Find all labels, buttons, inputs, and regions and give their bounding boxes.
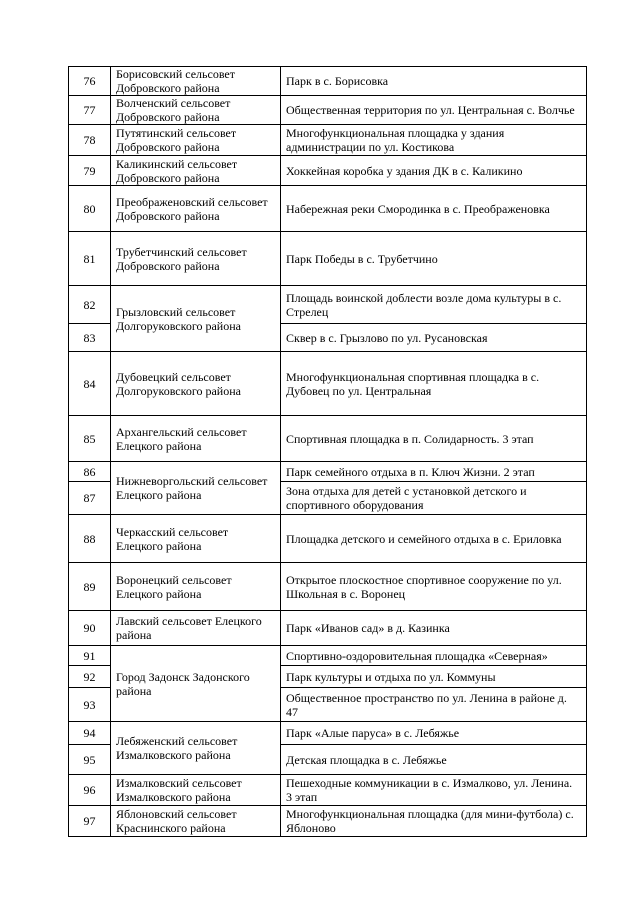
row-number: 90 bbox=[69, 611, 111, 646]
settlement-name: Преображеновский сельсовет Добровского района bbox=[111, 186, 281, 232]
row-number: 80 bbox=[69, 186, 111, 232]
row-number: 92 bbox=[69, 666, 111, 688]
object-name: Детская площадка в с. Лебяжье bbox=[281, 745, 587, 775]
settlement-name: Трубетчинский сельсовет Добровского района bbox=[111, 232, 281, 286]
object-name: Площадь воинской доблести возле дома культуры в с. Стрелец bbox=[281, 286, 587, 324]
settlement-name: Дубовецкий сельсовет Долгоруковского района bbox=[111, 352, 281, 416]
row-number: 81 bbox=[69, 232, 111, 286]
settlement-name: Измалковский сельсовет Измалковского района bbox=[111, 775, 281, 806]
settlement-name: Город Задонск Задонского района bbox=[111, 646, 281, 722]
row-number: 83 bbox=[69, 324, 111, 352]
table-row bbox=[69, 806, 587, 837]
object-name: Спортивная площадка в п. Солидарность. 3 этап bbox=[281, 416, 587, 462]
row-number: 77 bbox=[69, 96, 111, 125]
settlement-name: Воронецкий сельсовет Елецкого района bbox=[111, 563, 281, 611]
object-name: Многофункциональная спортивная площадка в с. Дубовец по ул. Центральная bbox=[281, 352, 587, 416]
row-number: 84 bbox=[69, 352, 111, 416]
row-number: 94 bbox=[69, 722, 111, 745]
table-row bbox=[69, 611, 587, 646]
object-name: Открытое плоскостное спортивное сооружение по ул. Школьная в с. Воронец bbox=[281, 563, 587, 611]
table-row bbox=[69, 156, 587, 186]
table-row bbox=[69, 416, 587, 462]
objects-table bbox=[68, 66, 587, 837]
table-row bbox=[69, 646, 587, 666]
table-row bbox=[69, 96, 587, 125]
row-number: 93 bbox=[69, 688, 111, 722]
object-name: Спортивно-оздоровительная площадка «Северная» bbox=[281, 646, 587, 666]
settlement-name: Путятинский сельсовет Добровского района bbox=[111, 125, 281, 156]
table-row bbox=[69, 563, 587, 611]
table-row bbox=[69, 515, 587, 563]
settlement-name: Нижневоргольский сельсовет Елецкого района bbox=[111, 462, 281, 515]
object-name: Парк «Иванов сад» в д. Казинка bbox=[281, 611, 587, 646]
table-row bbox=[69, 462, 587, 482]
object-name: Общественное пространство по ул. Ленина в районе д. 47 bbox=[281, 688, 587, 722]
table-row bbox=[69, 775, 587, 806]
object-name: Парк Победы в с. Трубетчино bbox=[281, 232, 587, 286]
settlement-name: Архангельский сельсовет Елецкого района bbox=[111, 416, 281, 462]
object-name: Парк в с. Борисовка bbox=[281, 67, 587, 96]
object-name: Пешеходные коммуникации в с. Измалково, ул. Ленина. 3 этап bbox=[281, 775, 587, 806]
row-number: 79 bbox=[69, 156, 111, 186]
object-name: Общественная территория по ул. Центральная с. Волчье bbox=[281, 96, 587, 125]
row-number: 89 bbox=[69, 563, 111, 611]
row-number: 87 bbox=[69, 482, 111, 515]
table-row bbox=[69, 722, 587, 745]
settlement-name: Борисовский сельсовет Добровского района bbox=[111, 67, 281, 96]
table-row bbox=[69, 67, 587, 96]
settlement-name: Лавский сельсовет Елецкого района bbox=[111, 611, 281, 646]
table-row bbox=[69, 232, 587, 286]
row-number: 76 bbox=[69, 67, 111, 96]
settlement-name: Волченский сельсовет Добровского района bbox=[111, 96, 281, 125]
settlement-name: Лебяженский сельсовет Измалковского района bbox=[111, 722, 281, 775]
row-number: 88 bbox=[69, 515, 111, 563]
table-row bbox=[69, 125, 587, 156]
table-row bbox=[69, 186, 587, 232]
settlement-name: Грызловский сельсовет Долгоруковского района bbox=[111, 286, 281, 352]
row-number: 86 bbox=[69, 462, 111, 482]
row-number: 78 bbox=[69, 125, 111, 156]
settlement-name: Каликинский сельсовет Добровского района bbox=[111, 156, 281, 186]
object-name: Зона отдыха для детей с установкой детского и спортивного оборудования bbox=[281, 482, 587, 515]
object-name: Хоккейная коробка у здания ДК в с. Каликино bbox=[281, 156, 587, 186]
object-name: Сквер в с. Грызлово по ул. Русановская bbox=[281, 324, 587, 352]
table-row bbox=[69, 352, 587, 416]
row-number: 85 bbox=[69, 416, 111, 462]
object-name: Многофункциональная площадка у здания администрации по ул. Костикова bbox=[281, 125, 587, 156]
row-number: 96 bbox=[69, 775, 111, 806]
settlement-name: Яблоновский сельсовет Краснинского района bbox=[111, 806, 281, 837]
table-row bbox=[69, 286, 587, 324]
object-name: Парк семейного отдыха в п. Ключ Жизни. 2 этап bbox=[281, 462, 587, 482]
row-number: 91 bbox=[69, 646, 111, 666]
row-number: 95 bbox=[69, 745, 111, 775]
object-name: Многофункциональная площадка (для мини-футбола) с. Яблоново bbox=[281, 806, 587, 837]
row-number: 97 bbox=[69, 806, 111, 837]
object-name: Парк культуры и отдыха по ул. Коммуны bbox=[281, 666, 587, 688]
object-name: Площадка детского и семейного отдыха в с. Ериловка bbox=[281, 515, 587, 563]
row-number: 82 bbox=[69, 286, 111, 324]
object-name: Набережная реки Смородинка в с. Преображеновка bbox=[281, 186, 587, 232]
settlement-name: Черкасский сельсовет Елецкого района bbox=[111, 515, 281, 563]
object-name: Парк «Алые паруса» в с. Лебяжье bbox=[281, 722, 587, 745]
